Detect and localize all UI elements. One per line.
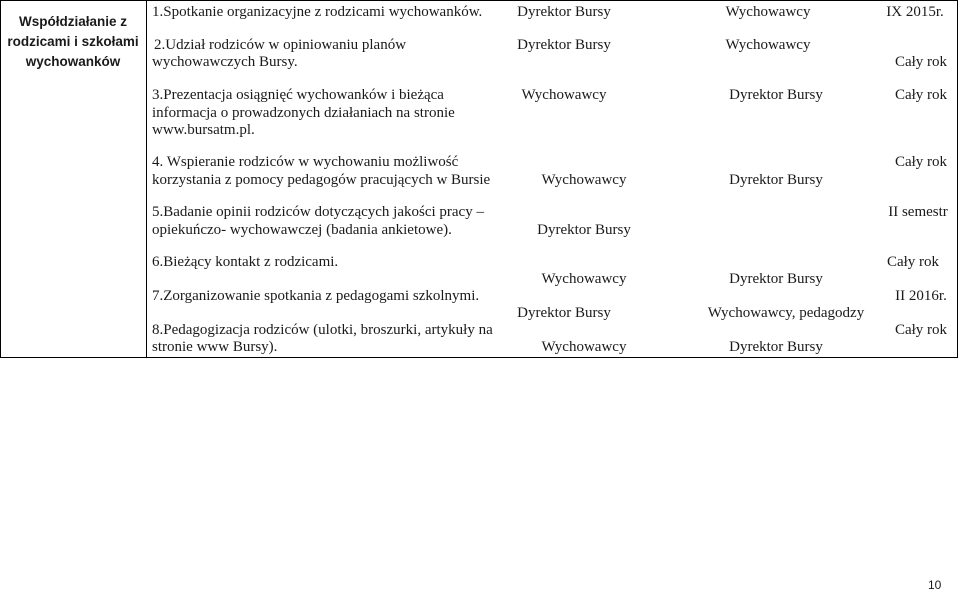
term-cell: Cały rok <box>894 54 948 70</box>
task-link[interactable]: www.bursatm.pl. <box>152 122 255 138</box>
term-cell: Cały rok <box>894 154 948 170</box>
cooperating-cell: Dyrektor Bursy <box>729 271 823 287</box>
cooperating-cell: Dyrektor Bursy <box>729 172 823 188</box>
cooperating-cell: Wychowawcy, pedagodzy <box>707 305 865 321</box>
page-number: 10 <box>928 578 942 592</box>
task-text: informacja o prowadzonych działaniach na stronie <box>152 105 455 121</box>
section-title-line: Współdziałanie z <box>18 14 127 29</box>
table-border-top <box>0 0 958 1</box>
task-text: 8.Pedagogizacja rodziców (ulotki, broszurki, artykuły na <box>152 322 493 338</box>
table-border-left <box>0 0 1 358</box>
task-text: 1.Spotkanie organizacyjne z rodzicami wychowanków. <box>152 4 483 20</box>
responsible-cell: Dyrektor Bursy <box>517 37 611 53</box>
term-cell: II semestr <box>888 204 948 220</box>
section-title-line: rodzicami i szkołami <box>7 34 139 49</box>
task-text: opiekuńczo- wychowawczej (badania ankietowe). <box>152 222 452 238</box>
task-text: 2.Udział rodziców w opiniowaniu planów <box>154 37 407 53</box>
cooperating-cell: Dyrektor Bursy <box>729 87 823 103</box>
cooperating-cell: Wychowawcy <box>725 37 811 53</box>
task-text: stronie www Bursy). <box>152 339 278 355</box>
task-text: 5.Badanie opinii rodziców dotyczących jakości pracy – <box>152 204 484 220</box>
column-divider <box>146 0 147 358</box>
responsible-cell: Dyrektor Bursy <box>537 222 631 238</box>
term-cell: Cały rok <box>886 254 940 270</box>
table-border-bottom <box>0 357 958 358</box>
responsible-cell: Wychowawcy <box>541 339 627 355</box>
task-text: wychowawczych Bursy. <box>152 54 298 70</box>
task-text: korzystania z pomocy pedagogów pracujących w Bursie <box>152 172 491 188</box>
term-cell: Cały rok <box>894 87 948 103</box>
section-title <box>2 12 144 72</box>
cooperating-cell: Dyrektor Bursy <box>729 339 823 355</box>
term-cell: IX 2015r. <box>886 4 944 20</box>
section-title-line: wychowanków <box>25 54 121 69</box>
task-text: 4. Wspieranie rodziców w wychowaniu możliwość <box>152 154 459 170</box>
task-text: 7.Zorganizowanie spotkania z pedagogami szkolnymi. <box>152 288 480 304</box>
term-cell: Cały rok <box>894 322 948 338</box>
responsible-cell: Wychowawcy <box>541 271 627 287</box>
responsible-cell: Dyrektor Bursy <box>517 4 611 20</box>
responsible-cell: Dyrektor Bursy <box>517 305 611 321</box>
task-text: 3.Prezentacja osiągnięć wychowanków i bieżąca <box>152 87 444 103</box>
term-cell: II 2016r. <box>895 288 947 304</box>
responsible-cell: Wychowawcy <box>521 87 607 103</box>
responsible-cell: Wychowawcy <box>541 172 627 188</box>
task-text: 6.Bieżący kontakt z rodzicami. <box>152 254 339 270</box>
cooperating-cell: Wychowawcy <box>725 4 811 20</box>
